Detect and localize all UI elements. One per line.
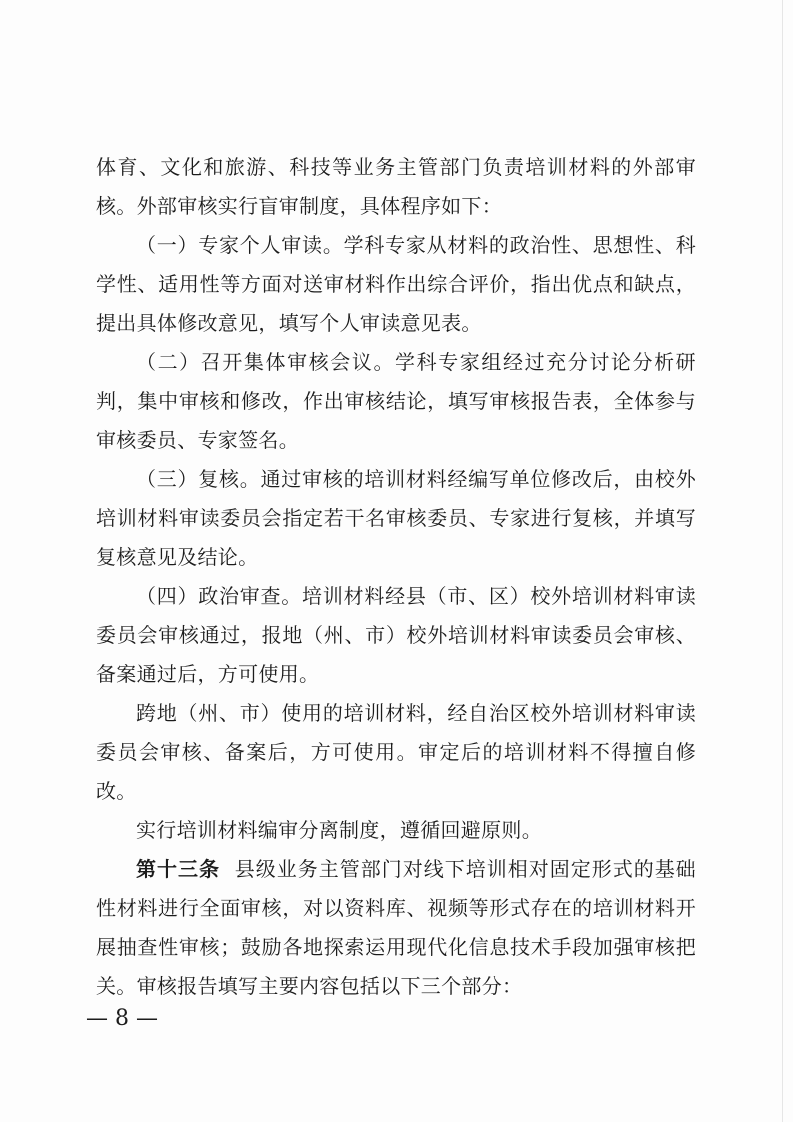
paragraph-continuation: 体育、文化和旅游、科技等业务主管部门负责培训材料的外部审核。外部审核实行盲审制度，具体程序如下： <box>96 155 696 218</box>
paragraph-article-13 <box>96 850 696 1006</box>
article-13-title: 第十三条 <box>136 857 220 881</box>
paragraph-collective-review: （二）召开集体审核会议。学科专家组经过充分讨论分析研判，集中审核和修改，作出审核结论，填写审核报告表，全体参与审核委员、专家签名。 <box>96 350 696 452</box>
article-13-text: 县级业务主管部门对线下培训相对固定形式的基础性材料进行全面审核，对以资料库、视频等形式存在的培训材料开展抽查性审核；鼓励各地探索运用现代化信息技术手段加强审核把关。审核报告填写主要内容包括以下三个部分： <box>96 857 696 998</box>
paragraph-expert-review: （一）专家个人审读。学科专家从材料的政治性、思想性、科学性、适用性等方面对送审材料作出综合评价，指出优点和缺点，提出具体修改意见，填写个人审读意见表。 <box>96 233 696 335</box>
paragraph-cross-region: 跨地（州、市）使用的培训材料，经自治区校外培训材料审读委员会审核、备案后，方可使用。审定后的培训材料不得擅自修改。 <box>96 701 696 803</box>
paragraph-recheck: （三）复核。通过审核的培训材料经编写单位修改后，由校外培训材料审读委员会指定若干名审核委员、专家进行复核，并填写复核意见及结论。 <box>96 467 696 569</box>
page-edge <box>782 0 783 1122</box>
paragraph-separation: 实行培训材料编审分离制度，遵循回避原则。 <box>136 818 542 842</box>
paragraph-political-review: （四）政治审查。培训材料经县（市、区）校外培训材料审读委员会审核通过，报地（州、市）校外培训材料审读委员会审核、备案通过后，方可使用。 <box>96 584 696 686</box>
document-body <box>96 148 696 1006</box>
page-number: — 8 — <box>86 1006 158 1031</box>
